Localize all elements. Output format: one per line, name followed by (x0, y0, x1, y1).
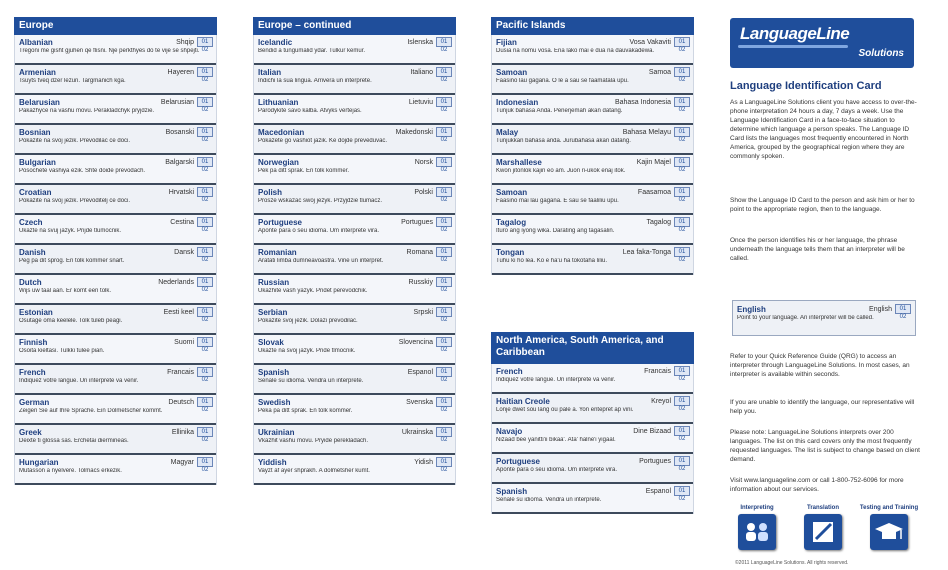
language-entry[interactable] (492, 394, 693, 424)
entry-list (491, 35, 694, 275)
region-badge-icon: 01 02 (197, 457, 213, 467)
language-name: Polish (258, 187, 283, 197)
native-name: Kreyol (651, 397, 671, 405)
region-badge-icon: 01 02 (436, 97, 452, 107)
intro-paragraph: As a LanguageLine Solutions client you have access to over-the-phone interpretation 24 hours a day, 7 days a week. Use the Language Identification Card in a face-to-face situation to determine which language a person speaks. The Language ID Card lists the languages most frequently encountered in North America, grouped by the geographical region where they are commonly spoken. (730, 99, 917, 160)
language-entry[interactable] (492, 185, 693, 215)
service-label: Translation (806, 505, 839, 511)
native-name: Eesti keel (163, 308, 194, 316)
language-entry[interactable] (254, 125, 455, 155)
language-name: Portuguese (496, 456, 541, 466)
language-entry[interactable] (492, 65, 693, 95)
language-phrase: Tregoni me gisht gjuhen qe flisni. Nje perkthyes do te vije se shpejti. (19, 48, 200, 54)
region-badge-icon: 01 02 (436, 247, 452, 257)
language-name: Italian (258, 67, 282, 77)
region-badge-icon: 01 02 (674, 486, 690, 496)
native-name: Hrvatski (168, 188, 194, 196)
language-entry[interactable] (254, 185, 455, 215)
contact-paragraph: Visit www.languageline.com or call 1-800-752-6096 for more information about our services. (730, 477, 904, 493)
language-entry[interactable] (15, 65, 216, 95)
reference-paragraph: Refer to your Quick Reference Guide (QRG) to access an interpreter through LanguageLine Solutions. In most cases, an interpreter is available within seconds. (730, 353, 910, 378)
language-phrase: Kwon jitonlok kajin eo am. Juon ri-ukok enaj itok. (496, 168, 626, 174)
language-entry[interactable] (492, 215, 693, 245)
language-phrase: Pokazite svoj jezik. Dolazi prevodilac. (258, 318, 358, 324)
native-name: Belarusian (160, 98, 194, 106)
region-badge-icon: 01 02 (674, 127, 690, 137)
column-header: Pacific Islands (491, 17, 694, 35)
language-name: Romanian (258, 247, 297, 257)
region-badge-icon: 01 02 (197, 37, 213, 47)
language-name: Marshallese (496, 157, 542, 167)
language-name: Samoan (496, 67, 528, 77)
region-badge-icon: 01 02 (674, 37, 690, 47)
native-name: Svenska (406, 398, 433, 406)
native-name: Espanol (645, 487, 671, 495)
language-entry[interactable] (254, 215, 455, 245)
native-name: Dine Bizaad (633, 427, 671, 435)
language-name: French (496, 366, 523, 376)
native-name: Magyar (170, 458, 194, 466)
language-entry[interactable] (492, 484, 693, 514)
language-phrase: Tunjuk bahasa Anda. Penerjemah akan datang. (496, 108, 623, 114)
region-badge-icon: 01 02 (436, 307, 452, 317)
language-entry[interactable] (254, 395, 455, 425)
language-name: Swedish (258, 397, 291, 407)
language-name: Haitian Creole (496, 396, 550, 406)
card-title: Language Identification Card (730, 80, 882, 92)
language-phrase: Wijs uw taal aan. Er komt een tolk. (19, 288, 112, 294)
language-entry[interactable] (492, 35, 693, 65)
region-badge-icon: 01 02 (197, 157, 213, 167)
language-entry[interactable] (15, 455, 216, 485)
region-badge-icon: 01 02 (674, 67, 690, 77)
region-badge-icon: 01 02 (197, 127, 213, 137)
language-phrase: Lonje dwet sou lang ou pale a. Yon entepret ap vini. (496, 407, 634, 413)
native-name: Bahasa Indonesia (614, 98, 671, 106)
language-phrase: Vayzt af ayer shprakh. A dolmetsher kumt. (258, 468, 370, 474)
language-name: Bosnian (19, 127, 51, 137)
native-name: Espanol (407, 368, 433, 376)
column-europe-continued (253, 17, 456, 485)
region-badge-icon: 01 02 (895, 304, 911, 314)
language-name: Samoan (496, 187, 528, 197)
native-name: Bahasa Melayu (622, 128, 671, 136)
native-name: Faasamoa (637, 188, 671, 196)
region-badge-icon: 01 02 (674, 97, 690, 107)
column-north-south-america (491, 332, 694, 514)
service-testing-training[interactable] (860, 505, 918, 550)
language-phrase: Ukazhite vash yazyk. Pridet perevodchik. (258, 288, 368, 294)
language-entry[interactable] (492, 364, 693, 394)
region-badge-icon: 01 02 (197, 67, 213, 77)
language-phrase: Ukazte na svuj jazyk. Prijde tlumocnik. (19, 228, 122, 234)
native-name: English (869, 305, 892, 313)
language-entry[interactable] (15, 155, 216, 185)
pen-icon (804, 514, 842, 550)
language-name: Belarusian (19, 97, 60, 107)
column-europe (14, 17, 217, 485)
column-header: Europe – continued (253, 17, 456, 35)
language-entry[interactable] (492, 245, 693, 275)
language-name: French (19, 367, 46, 377)
region-badge-icon: 01 02 (197, 427, 213, 437)
language-phrase: Pokazite na svoj jezik. Prevoditelj ce doci. (19, 198, 131, 204)
region-badge-icon: 01 02 (674, 396, 690, 406)
language-name: English (737, 304, 766, 314)
native-name: Bosanski (165, 128, 194, 136)
language-name: Dutch (19, 277, 42, 287)
region-badge-icon: 01 02 (197, 247, 213, 257)
language-entry[interactable] (254, 425, 455, 455)
footer-copyright: ©2011 LanguageLine Solutions. All rights reserved. (735, 560, 849, 566)
language-entry[interactable] (15, 305, 216, 335)
sample-entry (732, 300, 916, 336)
language-name: Finnish (19, 337, 48, 347)
language-name: Yiddish (258, 457, 287, 467)
native-name: Norsk (414, 158, 433, 166)
language-name: Tongan (496, 247, 525, 257)
language-name: Czech (19, 217, 43, 227)
region-badge-icon: 01 02 (674, 157, 690, 167)
language-name: Navajo (496, 426, 523, 436)
native-name: Suomi (174, 338, 194, 346)
native-name: Russkiy (408, 278, 433, 286)
service-icons (728, 505, 918, 550)
language-entry[interactable] (15, 35, 216, 65)
region-badge-icon: 01 02 (436, 397, 452, 407)
language-name: Spanish (496, 486, 528, 496)
service-label: Testing and Training (859, 505, 919, 511)
language-phrase: Pakazhyce na vashu movu. Perakladchyk pryjdzie. (19, 108, 155, 114)
language-phrase: Bendid a tungumalid ydar. Tulkur kemur. (258, 48, 366, 54)
language-entry[interactable] (492, 155, 693, 185)
language-phrase: Osoita kieltasi. Tulkki tulee pian. (19, 348, 105, 354)
service-label: Interpreting (740, 505, 774, 511)
language-entry[interactable] (492, 95, 693, 125)
region-badge-icon: 01 02 (674, 366, 690, 376)
language-entry[interactable] (15, 125, 216, 155)
language-phrase: Prosze wskazac swoj jezyk. Przyjdzie tlumacz. (258, 198, 383, 204)
language-entry[interactable] (254, 455, 455, 485)
language-phrase: Peka pa ditt sprak. En tolk kommer. (258, 408, 353, 414)
language-name: Lithuanian (258, 97, 299, 107)
language-entry[interactable] (15, 215, 216, 245)
language-phrase: Aponte para o seu idioma. Um interprete vira. (496, 467, 618, 473)
language-phrase: Ukazte na svoj jazyk. Pride tlmocnik. (258, 348, 356, 354)
language-phrase: Peg pa dit sprog. En tolk kommer snart. (19, 258, 125, 264)
language-name: Macedonian (258, 127, 305, 137)
language-entry[interactable] (254, 155, 455, 185)
native-name: Francais (644, 367, 671, 375)
language-name: Greek (19, 427, 42, 437)
region-badge-icon: 01 02 (197, 277, 213, 287)
instruction-paragraph: Show the Language ID Card to the person and ask him or her to point to the appropriate region, then to the language. (730, 197, 915, 213)
region-badge-icon: 01 02 (197, 97, 213, 107)
native-name: Srpski (413, 308, 433, 316)
logo (730, 18, 914, 68)
native-name: Samoa (648, 68, 671, 76)
region-badge-icon: 01 02 (436, 427, 452, 437)
region-badge-icon: 01 02 (436, 67, 452, 77)
native-name: Portugues (401, 218, 433, 226)
region-badge-icon: 01 02 (674, 187, 690, 197)
native-name: Tagalog (646, 218, 671, 226)
language-phrase: Pek pa ditt sprak. En tolk kommer. (258, 168, 350, 174)
instruction-paragraph: Once the person identifies his or her language, the phrase underneath the language tells them that an interpreter will be called. (730, 237, 905, 262)
native-name: Balgarski (165, 158, 194, 166)
region-badge-icon: 01 02 (197, 307, 213, 317)
language-phrase: Parodykite savo kalba. Atvyks vertejas. (258, 108, 362, 114)
help-paragraph: If you are unable to identify the language, our representative will help you. (730, 399, 915, 415)
language-name: Icelandic (258, 37, 293, 47)
language-phrase: Posochete vashiya ezik. Shte doide prevodach. (19, 168, 146, 174)
language-phrase: Nizaad bee yanitti'ii bikaa'. Ata' halne'i yigaal. (496, 437, 616, 443)
language-name: Norwegian (258, 157, 299, 167)
language-entry[interactable] (15, 365, 216, 395)
entry-list (491, 364, 694, 514)
native-name: Lea faka-Tonga (622, 248, 671, 256)
mortarboard-icon (870, 514, 908, 550)
language-phrase: Senale su idioma. Vendra un interprete. (258, 378, 364, 384)
column-header: Europe (14, 17, 217, 35)
native-name: Makedonski (395, 128, 433, 136)
region-badge-icon: 01 02 (197, 367, 213, 377)
language-phrase: Tuhu ki ho lea. Ko e ha'u ha tokotaha liliu. (496, 258, 607, 264)
column-pacific-islands (491, 17, 694, 275)
native-name: Yidish (414, 458, 433, 466)
region-badge-icon: 01 02 (436, 217, 452, 227)
language-entry[interactable] (254, 245, 455, 275)
language-phrase: Faasino lau gagana. O le a sau se faamatala upu. (496, 78, 629, 84)
native-name: Vosa Vakaviti (629, 38, 671, 46)
region-badge-icon: 01 02 (197, 187, 213, 197)
language-entry[interactable] (254, 95, 455, 125)
region-badge-icon: 01 02 (197, 397, 213, 407)
native-name: Shqip (176, 38, 194, 46)
region-badge-icon: 01 02 (436, 127, 452, 137)
language-entry[interactable] (254, 65, 455, 95)
language-name: Albanian (19, 37, 53, 47)
native-name: Italiano (410, 68, 433, 76)
language-phrase: Senale su idioma. Vendra un interprete. (496, 497, 602, 503)
language-name: Slovak (258, 337, 284, 347)
native-name: Deutsch (168, 398, 194, 406)
logo-swoosh (738, 45, 848, 48)
native-name: Ukrainska (401, 428, 433, 436)
language-entry[interactable] (15, 275, 216, 305)
language-name: Tagalog (496, 217, 527, 227)
language-name: Portuguese (258, 217, 303, 227)
language-entry[interactable] (15, 185, 216, 215)
language-entry[interactable] (254, 35, 455, 65)
language-name: Armenian (19, 67, 56, 77)
language-entry[interactable] (492, 454, 693, 484)
language-name: Bulgarian (19, 157, 56, 167)
language-name: Ukrainian (258, 427, 295, 437)
language-phrase: Tsuyts tveq dzer lezun. Targmanich kga. (19, 78, 126, 84)
note-paragraph: Please note: LanguageLine Solutions interprets over 200 languages. The list on this card covers only the most frequently requested languages. The list is subject to change based on client demand. (730, 429, 920, 463)
language-phrase: Mutasson a nyelvere. Tolmacs erkezik. (19, 468, 122, 474)
language-entry[interactable] (15, 245, 216, 275)
native-name: Ellinika (171, 428, 194, 436)
language-name: Malay (496, 127, 519, 137)
language-entry[interactable] (254, 365, 455, 395)
region-badge-icon: 01 02 (436, 187, 452, 197)
language-phrase: Pokazete go vashiot jazik. Ke dojde preveduvac. (258, 138, 388, 144)
column-header: North America, South America, and Caribbean (491, 332, 694, 364)
region-badge-icon: 01 02 (436, 367, 452, 377)
language-name: German (19, 397, 50, 407)
language-entry[interactable] (15, 335, 216, 365)
people-icon (738, 514, 776, 550)
language-name: Hungarian (19, 457, 59, 467)
language-name: Croatian (19, 187, 52, 197)
language-entry[interactable] (492, 424, 693, 454)
language-phrase: Faasino mai lau gagana. E sau se faaliliu upu. (496, 198, 619, 204)
sample-phrase: Point to your language. An interpreter will be called. (737, 315, 874, 321)
native-name: Hayeren (167, 68, 194, 76)
language-name: Indonesian (496, 97, 539, 107)
language-phrase: Aponte para o seu idioma. Um interprete vira. (258, 228, 380, 234)
language-name: Serbian (258, 307, 288, 317)
logo-sub-text: Solutions (858, 48, 904, 59)
language-phrase: Osutage oma keelele. Tolk tuleb peagi. (19, 318, 123, 324)
entry-list (253, 35, 456, 485)
region-badge-icon: 01 02 (674, 456, 690, 466)
service-interpreting[interactable] (728, 505, 786, 550)
language-phrase: Aratati limba dumneavoastra. Vine un interpret. (258, 258, 384, 264)
native-name: Romana (406, 248, 433, 256)
entry-list (14, 35, 217, 485)
region-badge-icon: 01 02 (436, 337, 452, 347)
native-name: Slovencina (398, 338, 433, 346)
language-phrase: Indichi la sua lingua. Arrivera un interprete. (258, 78, 372, 84)
region-badge-icon: 01 02 (436, 277, 452, 287)
native-name: Kajin Majel (636, 158, 671, 166)
native-name: Polski (414, 188, 433, 196)
region-badge-icon: 01 02 (436, 157, 452, 167)
region-badge-icon: 01 02 (197, 337, 213, 347)
language-phrase: Indiquez votre langue. Un interprete va venir. (19, 378, 139, 384)
language-entry[interactable] (254, 335, 455, 365)
region-badge-icon: 01 02 (674, 426, 690, 436)
language-entry[interactable] (254, 305, 455, 335)
language-phrase: Tunjukkan bahasa anda. Jurubahasa akan datang. (496, 138, 631, 144)
service-translation[interactable] (794, 505, 852, 550)
language-name: Spanish (258, 367, 290, 377)
region-badge-icon: 01 02 (674, 247, 690, 257)
region-badge-icon: 01 02 (674, 217, 690, 227)
native-name: Nederlands (158, 278, 194, 286)
language-name: Danish (19, 247, 46, 257)
language-phrase: Zeigen Sie auf Ihre Sprache. Ein Dolmetscher kommt. (19, 408, 163, 414)
language-name: Estonian (19, 307, 53, 317)
region-badge-icon: 01 02 (197, 217, 213, 227)
language-name: Fijian (496, 37, 517, 47)
region-badge-icon: 01 02 (436, 457, 452, 467)
language-phrase: Ituro ang iyong wika. Darating ang tagasalin. (496, 228, 615, 234)
native-name: Islenska (407, 38, 433, 46)
language-entry[interactable] (492, 125, 693, 155)
language-entry[interactable] (15, 395, 216, 425)
logo-main-text: LanguageLine (740, 24, 850, 43)
language-phrase: Deixte ti glossa sas. Erchetai diermineas. (19, 438, 129, 444)
language-phrase: Vkazhit vashu movu. Pryide perekladach. (258, 438, 369, 444)
language-name: Russian (258, 277, 290, 287)
native-name: Dansk (174, 248, 194, 256)
native-name: Portugues (639, 457, 671, 465)
language-entry[interactable] (254, 275, 455, 305)
language-phrase: Pokazite na svoj jezik. Prevodilac ce doci. (19, 138, 131, 144)
language-entry[interactable] (15, 95, 216, 125)
language-entry[interactable] (15, 425, 216, 455)
native-name: Lietuviu (408, 98, 433, 106)
region-badge-icon: 01 02 (436, 37, 452, 47)
language-phrase: Indiquez votre langue. Un interprete va venir. (496, 377, 616, 383)
native-name: Cestina (170, 218, 194, 226)
language-phrase: Dusia na nomu vosa. Ena lako mai e dua na dauvakadewa. (496, 48, 655, 54)
native-name: Francais (167, 368, 194, 376)
